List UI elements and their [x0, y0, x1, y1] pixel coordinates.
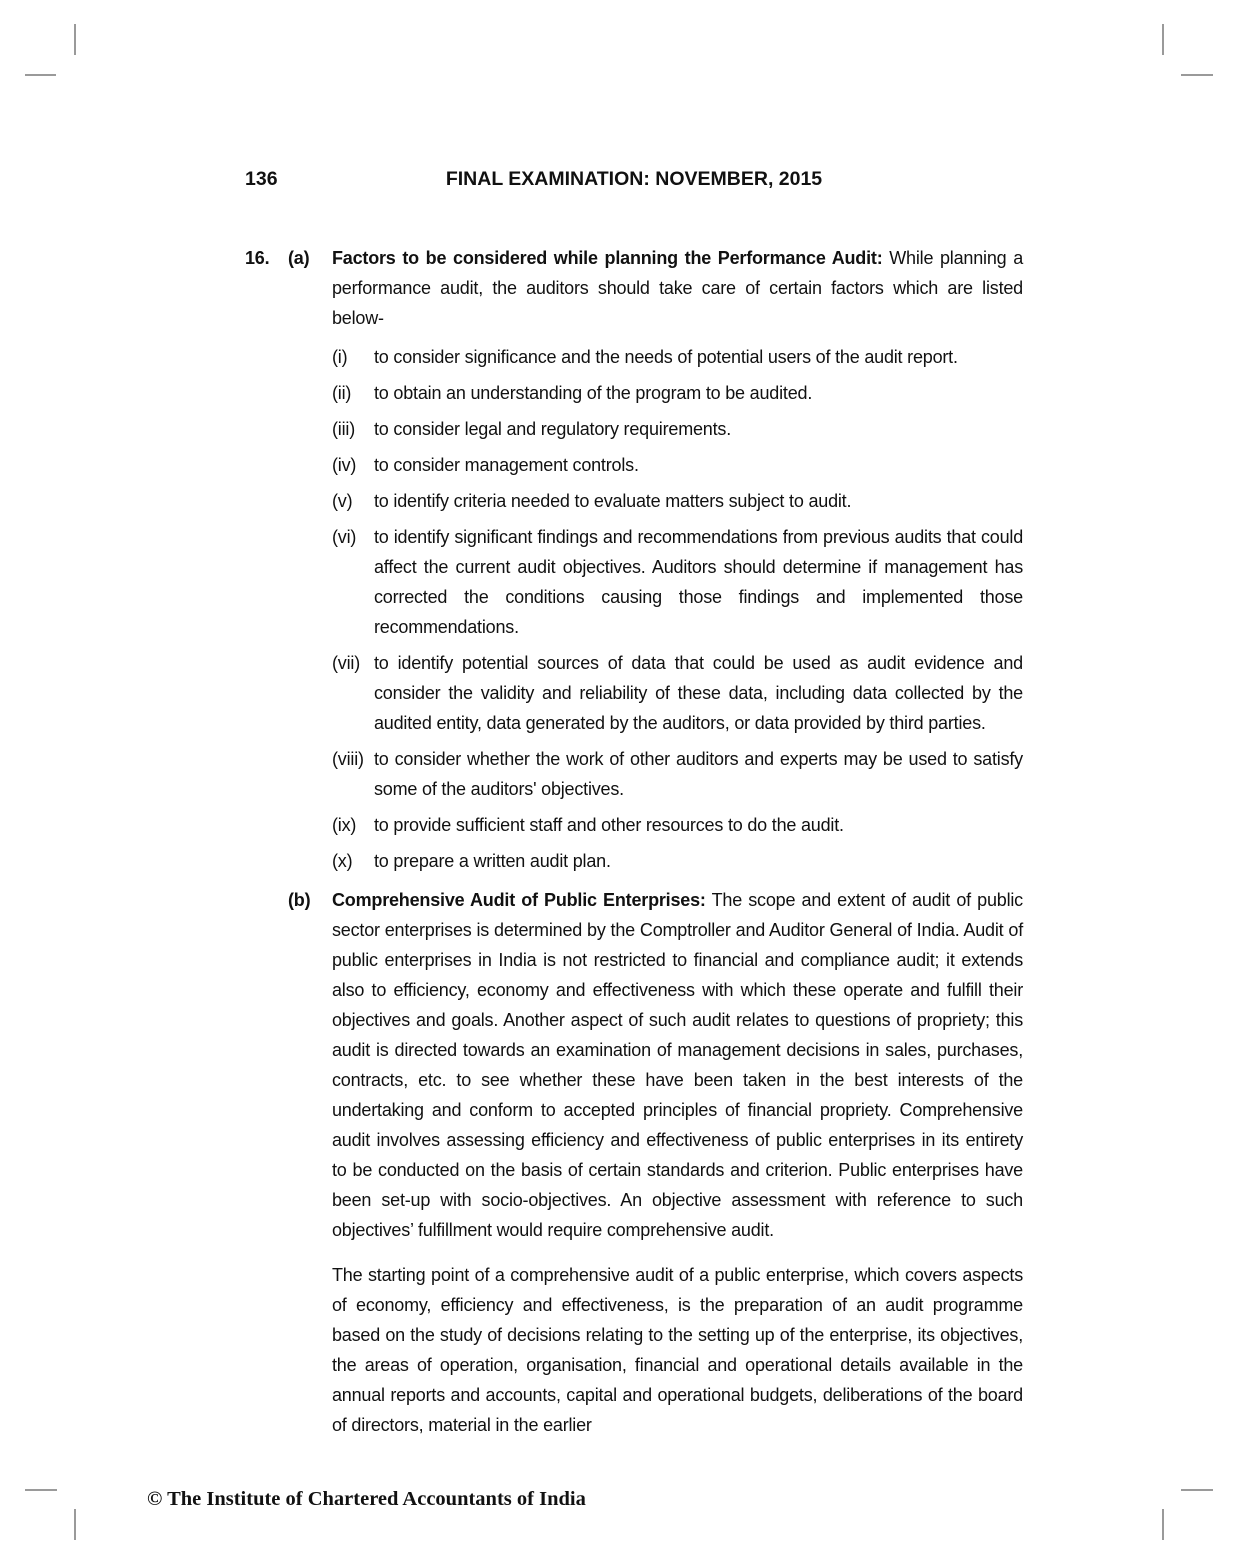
- list-item: [332, 522, 1023, 642]
- list-item-marker: (vii): [332, 653, 360, 673]
- crop-mark-bottom-left-horizontal: [25, 1489, 57, 1491]
- list-item-text: to provide sufficient staff and other resources to do the audit.: [374, 815, 844, 835]
- list-item-marker: (viii): [332, 749, 364, 769]
- list-item: [332, 414, 1023, 444]
- list-item-marker: (v): [332, 491, 353, 511]
- list-item-marker: (vi): [332, 527, 357, 547]
- crop-mark-bottom-right-horizontal: [1181, 1489, 1213, 1491]
- list-item: [332, 846, 1023, 876]
- list-item: [332, 450, 1023, 480]
- crop-mark-top-right-vertical: [1162, 24, 1164, 55]
- page-content: [245, 243, 1023, 1449]
- list-item-marker: (ii): [332, 383, 352, 403]
- part-b-second-paragraph: The starting point of a comprehensive audit of a public enterprise, which covers aspects of economy, efficiency and effectiveness, is the preparation of an audit programme based on the study of decisions relating to the setting up of the enterprise, its objectives, the areas of operation, organisation, financial and operational details available in the annual reports and accounts, capital and operational budgets, deliberations of the board of directors, material in the earlier: [332, 1265, 1023, 1435]
- crop-mark-top-right-horizontal: [1181, 74, 1213, 76]
- list-item-text: to consider whether the work of other auditors and experts may be used to satisfy some of the auditors' objectives.: [374, 749, 1023, 799]
- page-header: [245, 167, 1023, 191]
- list-item-text: to prepare a written audit plan.: [374, 851, 611, 871]
- list-item: [332, 810, 1023, 840]
- list-item: [332, 744, 1023, 804]
- question-part-a: [288, 243, 1023, 876]
- list-item-text: to identify significant findings and recommendations from previous audits that could affect the current audit objectives. Auditors should determine if management has corrected the conditions causing those findings and implemented those recommendations.: [374, 527, 1023, 637]
- list-item-marker: (iii): [332, 419, 355, 439]
- copyright-footer: © The Institute of Chartered Accountants of India: [147, 1488, 586, 1510]
- question-16: [245, 243, 1023, 1440]
- header-title: FINAL EXAMINATION: NOVEMBER, 2015: [445, 168, 823, 190]
- part-a-intro-paragraph: [332, 243, 1023, 333]
- list-item-marker: (i): [332, 347, 348, 367]
- part-b-body-paragraph: [332, 885, 1023, 1245]
- list-item-text: to obtain an understanding of the program to be audited.: [374, 383, 813, 403]
- list-item-marker: (x): [332, 851, 353, 871]
- list-item-text: to identify potential sources of data that could be used as audit evidence and consider the validity and reliability of these data, including data collected by the audited entity, data generated by the auditors, or data provided by third parties.: [374, 653, 1023, 733]
- list-item-marker: (iv): [332, 455, 357, 475]
- part-b-label: (b): [288, 890, 311, 910]
- list-item-text: to consider legal and regulatory requirements.: [374, 419, 732, 439]
- crop-mark-top-left-vertical: [74, 24, 76, 55]
- list-item: [332, 378, 1023, 408]
- part-b-body-text: The scope and extent of audit of public sector enterprises is determined by the Comptroller and Auditor General of India. Audit of public enterprises in India is not restricted to financial and compliance audit; it extends also to efficiency, economy and effectiveness with which these operate and fulfill their objectives and goals. Another aspect of such audit relates to questions of propriety; this audit is directed towards an examination of management decisions in sales, purchases, contracts, etc. to see whether these have been taken in the best interests of the undertaking and conform to accepted principles of financial propriety. Comprehensive audit involves assessing efficiency and effectiveness of public enterprises in its entirety to be conducted on the basis of certain standards and criterion. Public enterprises have been set-up with socio-objectives. An objective assessment with reference to such objectives’ fulfillment would require comprehensive audit.: [332, 890, 1023, 1240]
- part-b-heading: Comprehensive Audit of Public Enterprises:: [332, 890, 706, 910]
- part-a-intro-text: While planning a performance audit, the auditors should take care of certain factors which are listed below-: [332, 248, 1024, 328]
- list-item-text: to consider significance and the needs of potential users of the audit report.: [374, 347, 958, 367]
- list-item: [332, 342, 1023, 372]
- crop-mark-bottom-left-vertical: [74, 1509, 76, 1540]
- crop-mark-bottom-right-vertical: [1162, 1509, 1164, 1540]
- part-a-label: (a): [288, 248, 310, 268]
- crop-mark-top-left-horizontal: [25, 74, 56, 76]
- list-item-text: to consider management controls.: [374, 455, 639, 475]
- question-part-b: [288, 885, 1023, 1440]
- list-item-marker: (ix): [332, 815, 357, 835]
- part-a-heading: Factors to be considered while planning the Performance Audit:: [332, 248, 883, 268]
- list-item: [332, 648, 1023, 738]
- list-item: [332, 486, 1023, 516]
- question-number: 16.: [245, 248, 270, 268]
- list-item-text: to identify criteria needed to evaluate matters subject to audit.: [374, 491, 852, 511]
- page-number: 136: [245, 168, 278, 190]
